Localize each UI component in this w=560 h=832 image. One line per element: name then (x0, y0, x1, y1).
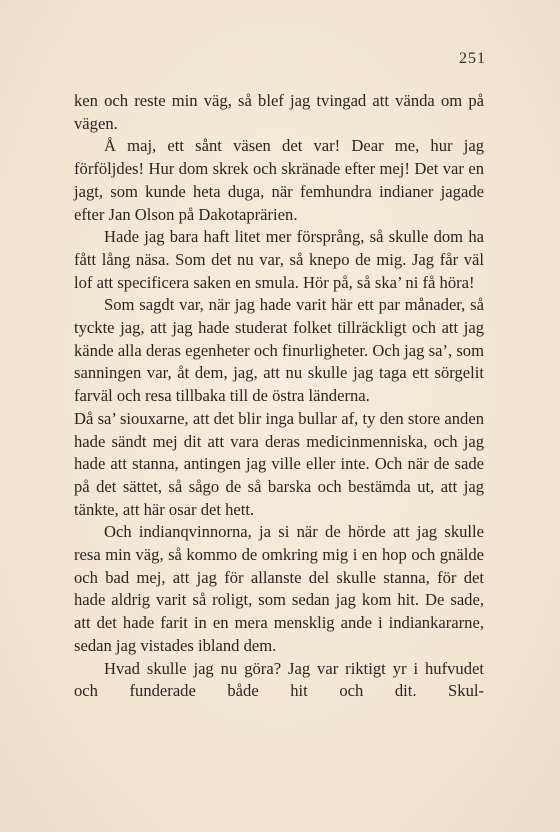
paragraph-4: Som sagdt var, när jag hade varit här ett par månader, så tyckte jag, att jag hade studerat folket tillräckligt och att jag kände alla deras egenheter och finurligheter. Och jag sa’, som sanningen var, åt dem, jag, att nu skulle jag taga ett sörgelit farväl och resa tillbaka till de östra länderna. (74, 295, 484, 406)
paragraph-6: Och indianqvinnorna, ja si när de hörde att jag skulle resa min väg, så kommo de omkring mig i en hop och gnälde och bad mej, att jag för allanste del skulle stanna, för det hade aldrig varit så roligt, som sedan jag kom hit. De sade, att det hade farit in en mera mensklig ande i indiankararne, sedan jag vistades ibland dem. (74, 522, 484, 655)
page-number: 251 (459, 50, 486, 67)
paragraph-1: ken och reste min väg, så blef jag tvingad att vända om på vägen. (74, 91, 484, 133)
body-text (74, 90, 484, 703)
paragraph-3: Hade jag bara haft litet mer försprång, så skulle dom ha fått lång näsa. Som det nu var, så knepo de mig. Jag får väl lof att specificera saken en smula. Hör på, så ska’ ni få höra! (74, 227, 484, 292)
paragraph-7: Hvad skulle jag nu göra? Jag var riktigt yr i hufvudet och funderade både hit och dit. Skul- (74, 658, 484, 701)
paragraph-2: Å maj, ett sånt väsen det var! Dear me, hur jag förföljdes! Hur dom skrek och skränade efter mej! Det var en jagt, som kunde heta duga, när femhundra indianer jagade efter Jan Olson på Dakotaprärien. (74, 136, 484, 224)
paragraph-5: Då sa’ siouxarne, att det blir inga bullar af, ty den store anden hade sändt mej dit att vara deras medicinmenniska, och jag hade att stanna, antingen jag ville eller inte. Och när de sade på det sättet, så sågo de så barska och bestämda ut, att jag tänkte, att här osar det hett. (74, 408, 484, 519)
